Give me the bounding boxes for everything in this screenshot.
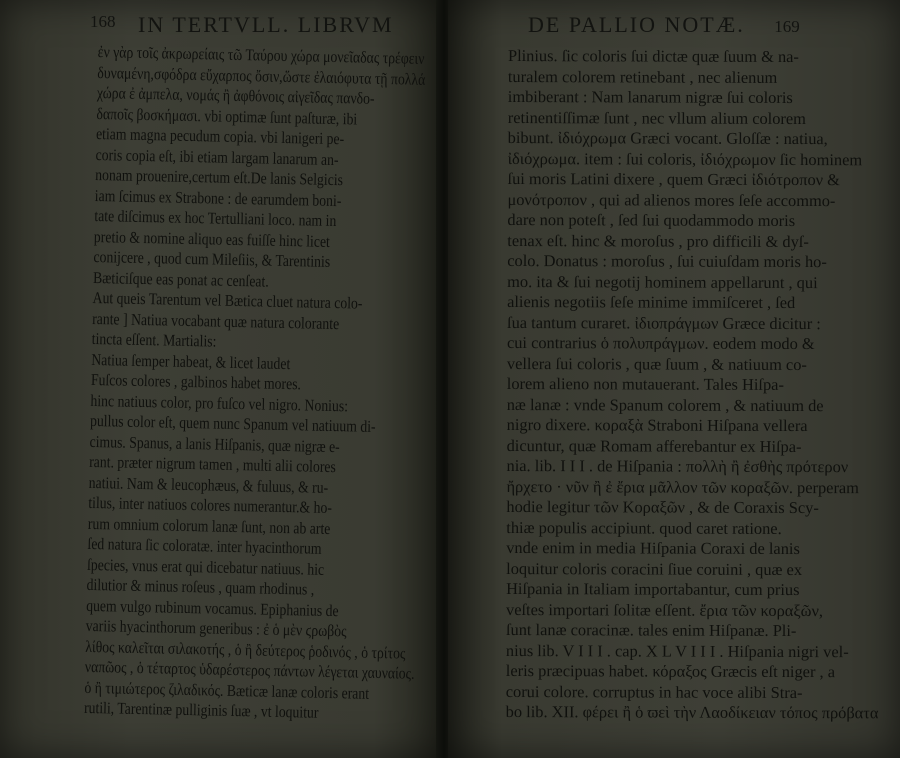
- text-line: χώρα ἐ ἀμπελα, νομάς ἢ ἀφθόνοις αἰγεῖδας πανδο-: [96, 82, 375, 108]
- text-line: Natiua ſemper habeat, & licet laudet: [91, 349, 291, 373]
- text-line: Aut queis Tarentum vel Bætica cluet natura colo-: [92, 287, 363, 313]
- text-line: conijcere , quod cum Mileſiis, & Tarentinis: [93, 246, 331, 271]
- text-line: næ lanæ : vnde Spanum colorem , & natiuum de: [506, 394, 824, 415]
- left-page: [0, 0, 440, 758]
- text-line: hinc natiuus color, pro fuſco vel nigro. Nonius:: [90, 390, 349, 415]
- text-line: coris copia eſt, ibi etiam largam lanarum an-: [95, 144, 339, 169]
- text-line: loquitur coloris coracini ſiue coruini , quæ ex: [506, 558, 803, 579]
- right-running-head: [528, 12, 800, 38]
- text-line: turalem colorem retinebant , nec alienum: [507, 66, 778, 87]
- text-line: ſunt lanæ coracinæ. tales enim Hiſpanæ. Pli-: [505, 619, 797, 641]
- text-line: λίθος καλεῖται σιλακοτής , ὁ ἢ δεύτερος ῥοδινός , ὁ τρίτος: [85, 636, 406, 663]
- text-line: cui contrarius ὁ πολυπράγμων. eodem modo &: [506, 332, 815, 354]
- text-line: ſpecies, vnus erat qui dicebatur natiuus. hic: [86, 554, 325, 579]
- text-line: nigro dixere. κοραξὰ Straboni Hiſpana vellera: [506, 414, 808, 436]
- text-line: nia. lib. I I I . de Hiſpania : πολλὴ ἢ ἐσθὴς πρότερον: [506, 455, 849, 477]
- text-line: μονότροπον , qui ad alienos mores ſeſe accommo-: [507, 189, 836, 210]
- text-line: bo lib. XII. φέρει ἢ ὁ ϖεὶ τὴν Λαοδίκειαν τόπος πρόβατα: [505, 701, 879, 723]
- text-line: quem vulgo rubinum vocamus. Epiphanius de: [86, 595, 339, 620]
- text-line: bibunt. ἰδιόχρωμα Græci vocant. Gloſſæ : natiua,: [507, 127, 828, 149]
- text-line: pretio & nomine aliquo eas fuiſſe hinc licet: [93, 226, 331, 251]
- text-line: veſtes importari ſolitæ eſſent. ἔρια τῶν κοραξῶν,: [506, 599, 824, 620]
- text-line: natiui. Nam & leucophæus, & fuluus, & ru-: [88, 472, 329, 497]
- right-folio: 169: [774, 17, 800, 36]
- text-line: ſed natura ſic coloratæ. inter hyacinthorum: [87, 533, 322, 558]
- text-line: tate diſcimus ex hoc Tertulliani loco. nam in: [94, 205, 337, 231]
- text-line: pullus color eſt, quem nunc Spanum vel natiuum di-: [89, 410, 376, 436]
- text-line: iam ſcimus ex Strabone : de earumdem boni-: [94, 185, 342, 210]
- text-line: dicuntur, quæ Romam afferebantur ex Hiſpa-: [506, 435, 802, 456]
- text-line: ἤρχετο · νῦν ἢ ἐ ἔρια μᾶλλον τῶν κοραξῶν. perperam: [506, 476, 859, 497]
- text-line: tenax eſt. hinc & moroſus , pro difficili & dyſ-: [507, 230, 809, 251]
- text-line: Bæticiſque eas ponat ac cenſeat.: [92, 267, 269, 291]
- text-line: ὁ ἢ τιμιώτερος ζιλαδικός. Bæticæ lanæ coloris erant: [84, 677, 370, 703]
- text-line: dilutior & minus roſeus , quam rhodinus ,: [86, 574, 315, 599]
- text-line: thiæ populis accipiunt. quod caret ratione.: [506, 517, 782, 538]
- text-line: δυναμένη,σφόδρα εὔχαρπος ὄσιν,ὥστε ἐλαιόφυτα τῇ πολλά: [97, 62, 426, 89]
- text-line: vnde enim in media Hiſpania Coraxi de lanis: [506, 537, 800, 559]
- text-line: ἰδιόχρωμα. item : ſui coloris, ἰδιόχρωμον ſic hominem: [507, 148, 863, 169]
- text-line: ναπῶος , ὁ τέταρτος ὑδαρέστερος πάντων λέγεται χαυναίος.: [84, 656, 415, 683]
- text-line: retinentiſſimæ ſunt , nec vllum alium colorem: [507, 107, 806, 128]
- text-line: ſua tantum curaret. ἰδιοπράγμων Græce dicitur :: [507, 312, 821, 333]
- left-folio: 168: [90, 12, 116, 31]
- text-line: tincta eſſent. Martialis:: [91, 328, 217, 351]
- text-line: colo. Donatus : moroſus , ſui cuiuſdam moris ho-: [507, 250, 827, 272]
- text-line: δαποῖς βοσκήμασι. vbi optimæ ſunt paſturæ, ibi: [96, 103, 358, 128]
- text-line: variis hyacinthorum generibus : ἐ ὁ μὲν ϛρωβὸς: [85, 615, 347, 641]
- text-line: hodie legitur τῶν Κοραξῶν , & de Coraxis Scy-: [506, 496, 819, 518]
- left-running-title: IN TERTVLL. LIBRVM: [138, 12, 394, 37]
- text-line: nius lib. V I I I . cap. X L V I I I . Hiſpania nigri vel-: [505, 640, 849, 661]
- right-running-title: DE PALLIO NOTÆ.: [528, 12, 745, 37]
- left-body-text: [84, 42, 440, 727]
- text-line: rutili, Tarentinæ pulliginis ſuæ , vt loquitur: [83, 697, 319, 722]
- text-line: Plinius. ſic coloris ſui dictæ quæ ſuum & na-: [507, 46, 799, 67]
- text-line: alienis negotiis ſeſe minime immiſceret , ſed: [507, 291, 796, 313]
- text-line: rante ] Natiua vocabant quæ natura colorante: [92, 308, 340, 333]
- text-line: corui colore. corruptus in hac voce alibi Stra-: [505, 681, 803, 702]
- text-line: imbiberant : Nam lanarum nigræ ſui coloris: [507, 86, 793, 107]
- right-body-text: [506, 46, 881, 724]
- text-line: etiam magna pecudum copia. vbi lanigeri pe-: [95, 123, 345, 149]
- text-line: tilus, inter natiuos colores numerantur.& ho-: [88, 492, 333, 517]
- text-line: cimus. Spanus, a lanis Hiſpanis, quæ nigræ e-: [89, 431, 340, 456]
- text-line: Hiſpania in Italiam importabantur, cum prius: [506, 578, 800, 600]
- text-line: leris præcipuas habet. κόραξος Græcis eſt niger , a: [505, 660, 836, 682]
- right-page: [448, 0, 900, 758]
- text-line: nonam prouenire,certum eſt.De lanis Selgicis: [95, 164, 344, 190]
- text-line: dare non poteſt , ſed ſui quodammodo moris: [507, 209, 796, 231]
- text-line: Fuſcos colores , galbinos habet mores.: [90, 369, 302, 394]
- text-line: vellera ſui coloris , quæ ſuum , & natiuum co-: [506, 353, 807, 374]
- text-line: ἐν γὰρ τοῖς ἀκρωρείαις τῶ Ταύρου χώρα μονεῖαδας τρέφειν: [97, 42, 425, 68]
- text-line: rant. præter nigrum tamen , multi alii colores: [89, 451, 337, 477]
- text-line: rum omnium colorum lanæ ſunt, non ab arte: [87, 513, 331, 538]
- text-line: mo. ita & ſui negotij hominem appellarunt , qui: [507, 271, 818, 292]
- text-line: lorem alieno non mutauerant. Tales Hiſpa-: [506, 373, 784, 394]
- text-line: ſui moris Latini dixere , quem Græci ἰδιότροπον &: [507, 168, 840, 190]
